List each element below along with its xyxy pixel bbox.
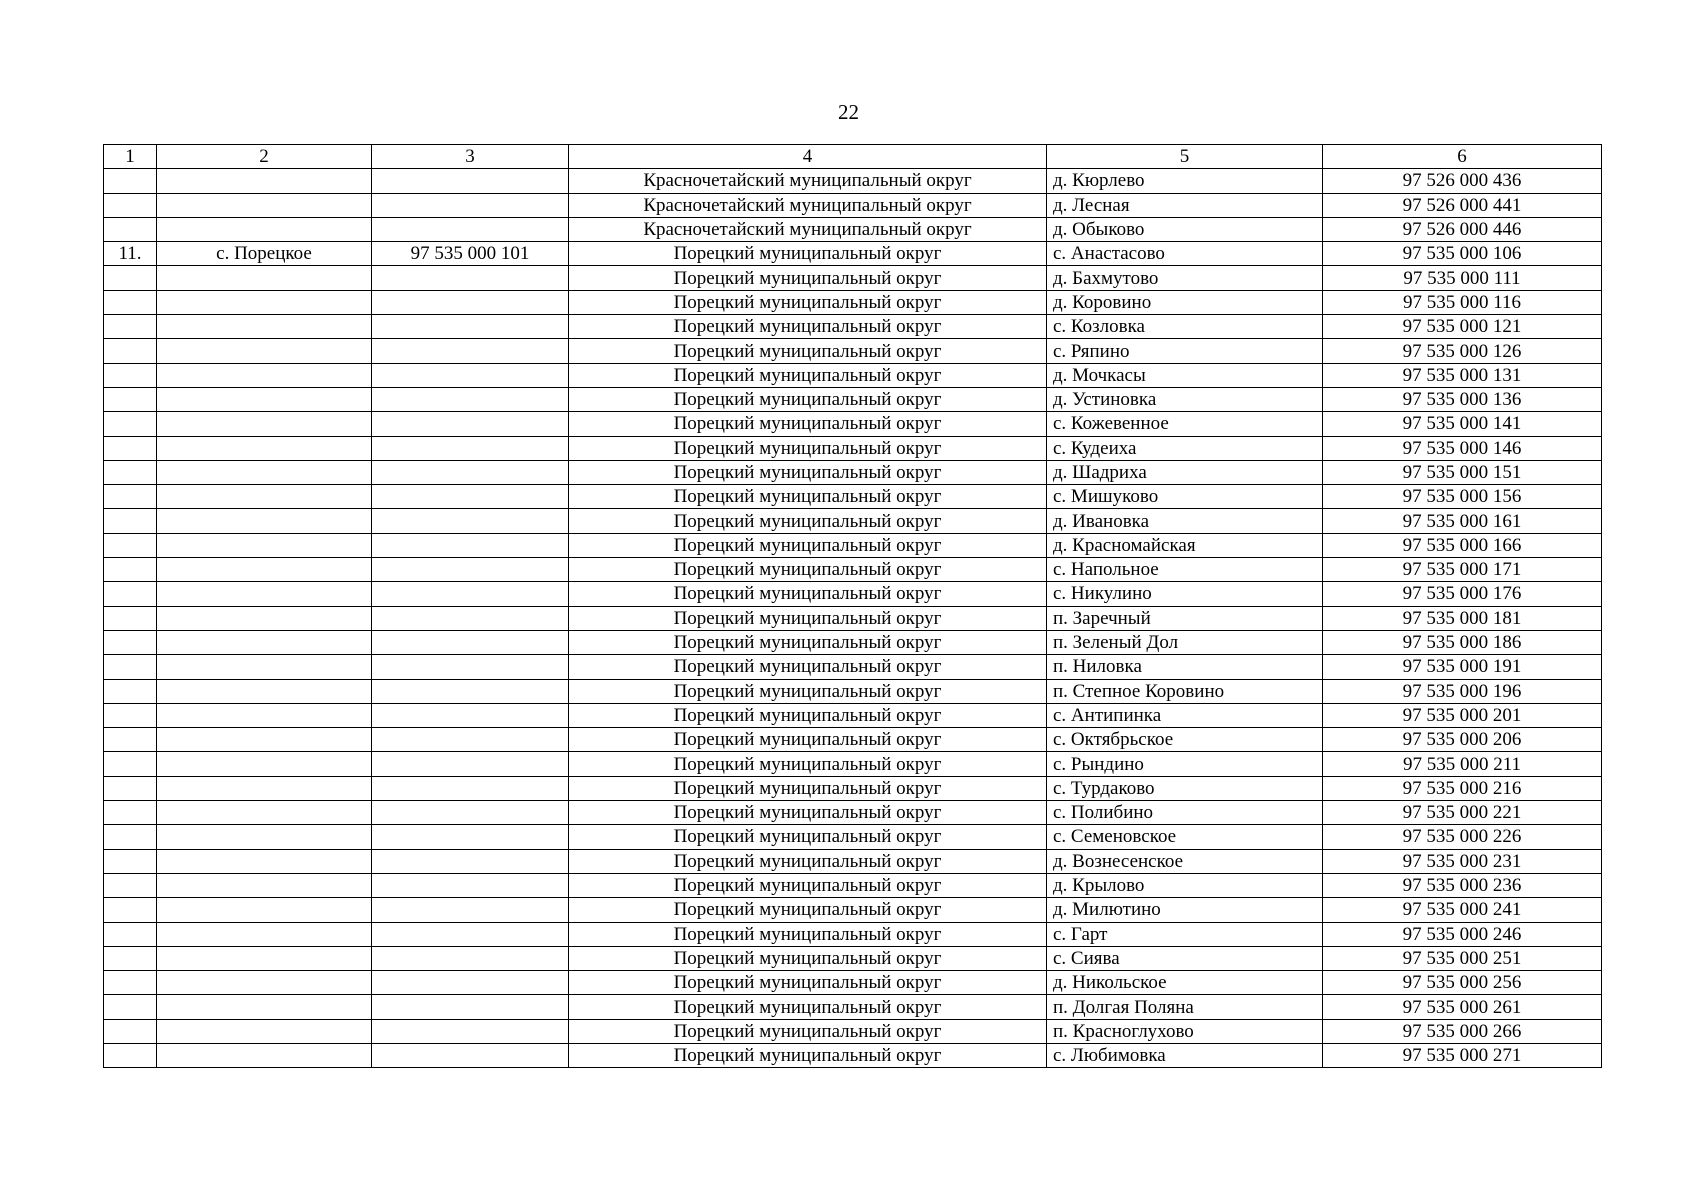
admin-center-code-cell [372, 630, 569, 654]
row-number-cell [104, 485, 157, 509]
district-cell: Порецкий муниципальный округ [569, 898, 1047, 922]
admin-center-cell [157, 703, 372, 727]
admin-center-cell [157, 655, 372, 679]
okato-code-cell: 97 535 000 226 [1323, 825, 1602, 849]
admin-center-code-cell [372, 873, 569, 897]
admin-center-code-cell [372, 606, 569, 630]
table-row [104, 849, 1602, 873]
row-number-cell [104, 825, 157, 849]
district-cell: Порецкий муниципальный округ [569, 679, 1047, 703]
table-row [104, 922, 1602, 946]
admin-center-code-cell [372, 946, 569, 970]
district-cell: Красночетайский муниципальный округ [569, 193, 1047, 217]
settlement-cell: с. Октябрьское [1047, 728, 1323, 752]
okato-code-cell: 97 535 000 191 [1323, 655, 1602, 679]
district-cell: Порецкий муниципальный округ [569, 412, 1047, 436]
admin-center-code-cell [372, 533, 569, 557]
admin-center-code-cell [372, 1019, 569, 1043]
okato-code-cell: 97 535 000 231 [1323, 849, 1602, 873]
settlement-cell: с. Кожевенное [1047, 412, 1323, 436]
row-number-cell [104, 922, 157, 946]
okato-code-cell: 97 535 000 216 [1323, 776, 1602, 800]
settlement-cell: д. Коровино [1047, 290, 1323, 314]
column-header-5: 5 [1047, 145, 1323, 169]
table-row [104, 436, 1602, 460]
district-cell: Порецкий муниципальный округ [569, 242, 1047, 266]
district-cell: Порецкий муниципальный округ [569, 825, 1047, 849]
row-number-cell [104, 971, 157, 995]
okato-code-cell: 97 535 000 196 [1323, 679, 1602, 703]
district-cell: Порецкий муниципальный округ [569, 703, 1047, 727]
admin-center-code-cell [372, 290, 569, 314]
district-cell: Порецкий муниципальный округ [569, 460, 1047, 484]
admin-center-code-cell [372, 363, 569, 387]
table-row [104, 1043, 1602, 1067]
admin-center-code-cell [372, 436, 569, 460]
table-row [104, 412, 1602, 436]
table-row [104, 266, 1602, 290]
district-cell: Порецкий муниципальный округ [569, 849, 1047, 873]
row-number-cell [104, 801, 157, 825]
district-cell: Порецкий муниципальный округ [569, 946, 1047, 970]
row-number-cell [104, 873, 157, 897]
admin-center-code-cell [372, 460, 569, 484]
admin-center-cell [157, 363, 372, 387]
okato-code-cell: 97 535 000 126 [1323, 339, 1602, 363]
row-number-cell [104, 193, 157, 217]
okato-code-cell: 97 535 000 236 [1323, 873, 1602, 897]
admin-center-cell [157, 776, 372, 800]
column-header-3: 3 [372, 145, 569, 169]
admin-center-code-cell [372, 922, 569, 946]
okato-code-cell: 97 535 000 171 [1323, 558, 1602, 582]
admin-center-cell [157, 1019, 372, 1043]
table-row [104, 485, 1602, 509]
table-row [104, 752, 1602, 776]
okato-code-cell: 97 535 000 161 [1323, 509, 1602, 533]
district-cell: Порецкий муниципальный округ [569, 1043, 1047, 1067]
settlement-cell: с. Турдаково [1047, 776, 1323, 800]
settlement-cell: д. Шадриха [1047, 460, 1323, 484]
admin-center-cell [157, 1043, 372, 1067]
admin-center-cell [157, 582, 372, 606]
okato-code-cell: 97 535 000 146 [1323, 436, 1602, 460]
row-number-cell [104, 582, 157, 606]
district-cell: Порецкий муниципальный округ [569, 387, 1047, 411]
admin-center-cell [157, 849, 372, 873]
district-cell: Порецкий муниципальный округ [569, 655, 1047, 679]
okato-code-cell: 97 535 000 201 [1323, 703, 1602, 727]
district-cell: Порецкий муниципальный округ [569, 485, 1047, 509]
page-number: 22 [838, 100, 859, 124]
row-number-cell [104, 217, 157, 241]
row-number-cell [104, 339, 157, 363]
admin-center-cell [157, 873, 372, 897]
settlement-cell: д. Красномайская [1047, 533, 1323, 557]
table-row [104, 387, 1602, 411]
okato-code-cell: 97 535 000 256 [1323, 971, 1602, 995]
okato-code-cell: 97 535 000 131 [1323, 363, 1602, 387]
row-number-cell [104, 703, 157, 727]
row-number-cell [104, 509, 157, 533]
admin-center-code-cell [372, 485, 569, 509]
table-row [104, 898, 1602, 922]
settlement-cell: с. Рындино [1047, 752, 1323, 776]
settlement-cell: с. Напольное [1047, 558, 1323, 582]
admin-center-cell [157, 436, 372, 460]
okato-code-cell: 97 535 000 246 [1323, 922, 1602, 946]
district-cell: Порецкий муниципальный округ [569, 436, 1047, 460]
district-cell: Порецкий муниципальный округ [569, 558, 1047, 582]
table-row [104, 582, 1602, 606]
settlement-cell: д. Лесная [1047, 193, 1323, 217]
admin-center-code-cell [372, 898, 569, 922]
admin-center-code-cell [372, 655, 569, 679]
district-cell: Порецкий муниципальный округ [569, 728, 1047, 752]
admin-center-cell [157, 922, 372, 946]
admin-center-cell [157, 752, 372, 776]
table-row [104, 315, 1602, 339]
admin-center-cell [157, 193, 372, 217]
district-cell: Порецкий муниципальный округ [569, 971, 1047, 995]
table-row [104, 946, 1602, 970]
okato-code-cell: 97 535 000 141 [1323, 412, 1602, 436]
row-number-cell [104, 412, 157, 436]
district-cell: Порецкий муниципальный округ [569, 752, 1047, 776]
admin-center-cell [157, 995, 372, 1019]
admin-center-cell [157, 509, 372, 533]
settlement-cell: д. Устиновка [1047, 387, 1323, 411]
row-number-cell [104, 363, 157, 387]
okato-code-cell: 97 535 000 266 [1323, 1019, 1602, 1043]
settlement-cell: п. Степное Коровино [1047, 679, 1323, 703]
settlement-cell: с. Сиява [1047, 946, 1323, 970]
okato-code-cell: 97 535 000 241 [1323, 898, 1602, 922]
settlement-cell: п. Заречный [1047, 606, 1323, 630]
settlement-cell: с. Полибино [1047, 801, 1323, 825]
settlement-cell: с. Козловка [1047, 315, 1323, 339]
settlement-cell: с. Гарт [1047, 922, 1323, 946]
admin-center-code-cell [372, 679, 569, 703]
admin-center-cell [157, 290, 372, 314]
table-row [104, 1019, 1602, 1043]
district-cell: Красночетайский муниципальный округ [569, 169, 1047, 193]
okato-code-cell: 97 535 000 181 [1323, 606, 1602, 630]
district-cell: Порецкий муниципальный округ [569, 922, 1047, 946]
table-row [104, 460, 1602, 484]
admin-center-code-cell [372, 776, 569, 800]
admin-center-cell [157, 533, 372, 557]
admin-center-code-cell [372, 971, 569, 995]
admin-center-code-cell [372, 752, 569, 776]
district-cell: Порецкий муниципальный округ [569, 533, 1047, 557]
table-row [104, 217, 1602, 241]
table-row [104, 290, 1602, 314]
settlement-cell: д. Вознесенское [1047, 849, 1323, 873]
okato-code-cell: 97 535 000 156 [1323, 485, 1602, 509]
settlement-cell: д. Крылово [1047, 873, 1323, 897]
table-row [104, 995, 1602, 1019]
admin-center-code-cell [372, 193, 569, 217]
okato-code-cell: 97 526 000 441 [1323, 193, 1602, 217]
district-cell: Порецкий муниципальный округ [569, 266, 1047, 290]
okato-code-cell: 97 535 000 211 [1323, 752, 1602, 776]
okato-code-cell: 97 535 000 221 [1323, 801, 1602, 825]
settlement-cell: д. Кюрлево [1047, 169, 1323, 193]
okato-code-cell: 97 535 000 261 [1323, 995, 1602, 1019]
row-number-cell [104, 898, 157, 922]
admin-center-cell: с. Порецкое [157, 242, 372, 266]
settlement-cell: с. Мишуково [1047, 485, 1323, 509]
settlement-cell: д. Милютино [1047, 898, 1323, 922]
okato-code-cell: 97 535 000 116 [1323, 290, 1602, 314]
settlement-cell: д. Обыково [1047, 217, 1323, 241]
admin-center-code-cell [372, 582, 569, 606]
settlement-cell: с. Никулино [1047, 582, 1323, 606]
row-number-cell [104, 315, 157, 339]
okato-code-cell: 97 535 000 271 [1323, 1043, 1602, 1067]
settlement-cell: с. Любимовка [1047, 1043, 1323, 1067]
settlement-cell: с. Семеновское [1047, 825, 1323, 849]
district-cell: Порецкий муниципальный округ [569, 363, 1047, 387]
admin-center-cell [157, 825, 372, 849]
okato-code-cell: 97 535 000 166 [1323, 533, 1602, 557]
okato-code-cell: 97 535 000 251 [1323, 946, 1602, 970]
column-header-2: 2 [157, 145, 372, 169]
admin-center-cell [157, 412, 372, 436]
admin-center-cell [157, 606, 372, 630]
table-body [104, 169, 1602, 1068]
admin-center-cell [157, 315, 372, 339]
okato-code-cell: 97 535 000 121 [1323, 315, 1602, 339]
admin-center-code-cell [372, 315, 569, 339]
admin-center-code-cell [372, 169, 569, 193]
admin-center-cell [157, 217, 372, 241]
district-cell: Порецкий муниципальный округ [569, 995, 1047, 1019]
admin-center-cell [157, 898, 372, 922]
admin-center-code-cell [372, 849, 569, 873]
district-cell: Порецкий муниципальный округ [569, 315, 1047, 339]
admin-center-code-cell [372, 558, 569, 582]
column-header-6: 6 [1323, 145, 1602, 169]
row-number-cell [104, 946, 157, 970]
table-row [104, 193, 1602, 217]
district-cell: Порецкий муниципальный округ [569, 873, 1047, 897]
admin-center-cell [157, 946, 372, 970]
admin-center-cell [157, 339, 372, 363]
row-number-cell [104, 460, 157, 484]
district-cell: Порецкий муниципальный округ [569, 801, 1047, 825]
settlement-cell: д. Никольское [1047, 971, 1323, 995]
table-row [104, 873, 1602, 897]
table-row [104, 533, 1602, 557]
settlement-cell: д. Мочкасы [1047, 363, 1323, 387]
row-number-cell [104, 1019, 157, 1043]
admin-center-code-cell [372, 995, 569, 1019]
row-number-cell: 11. [104, 242, 157, 266]
admin-center-cell [157, 169, 372, 193]
district-cell: Порецкий муниципальный округ [569, 1019, 1047, 1043]
okato-code-cell: 97 526 000 436 [1323, 169, 1602, 193]
row-number-cell [104, 728, 157, 752]
admin-center-cell [157, 971, 372, 995]
column-header-1: 1 [104, 145, 157, 169]
admin-center-cell [157, 266, 372, 290]
row-number-cell [104, 655, 157, 679]
table-row [104, 679, 1602, 703]
settlement-cell: п. Зеленый Дол [1047, 630, 1323, 654]
table-row [104, 971, 1602, 995]
row-number-cell [104, 290, 157, 314]
table-row [104, 558, 1602, 582]
district-cell: Порецкий муниципальный округ [569, 290, 1047, 314]
table-row [104, 655, 1602, 679]
admin-center-code-cell [372, 801, 569, 825]
settlement-cell: п. Красноглухово [1047, 1019, 1323, 1043]
admin-center-cell [157, 558, 372, 582]
okato-code-cell: 97 535 000 186 [1323, 630, 1602, 654]
admin-center-cell [157, 801, 372, 825]
table-row [104, 606, 1602, 630]
table-row [104, 242, 1602, 266]
row-number-cell [104, 387, 157, 411]
settlement-cell: д. Бахмутово [1047, 266, 1323, 290]
district-cell: Порецкий муниципальный округ [569, 776, 1047, 800]
table-header-row [104, 145, 1602, 169]
settlements-table [103, 144, 1602, 1068]
okato-code-cell: 97 535 000 111 [1323, 266, 1602, 290]
row-number-cell [104, 169, 157, 193]
admin-center-cell [157, 728, 372, 752]
table-row [104, 728, 1602, 752]
admin-center-code-cell [372, 266, 569, 290]
table-row [104, 703, 1602, 727]
admin-center-cell [157, 387, 372, 411]
okato-code-cell: 97 526 000 446 [1323, 217, 1602, 241]
row-number-cell [104, 630, 157, 654]
table-row [104, 825, 1602, 849]
table-row [104, 339, 1602, 363]
table-row [104, 630, 1602, 654]
okato-code-cell: 97 535 000 206 [1323, 728, 1602, 752]
district-cell: Порецкий муниципальный округ [569, 606, 1047, 630]
table-row [104, 801, 1602, 825]
row-number-cell [104, 606, 157, 630]
admin-center-code-cell [372, 703, 569, 727]
admin-center-cell [157, 679, 372, 703]
admin-center-code-cell [372, 217, 569, 241]
row-number-cell [104, 995, 157, 1019]
okato-code-cell: 97 535 000 106 [1323, 242, 1602, 266]
admin-center-cell [157, 485, 372, 509]
table-row [104, 363, 1602, 387]
row-number-cell [104, 558, 157, 582]
row-number-cell [104, 776, 157, 800]
row-number-cell [104, 752, 157, 776]
table-row [104, 776, 1602, 800]
table-row [104, 169, 1602, 193]
admin-center-code-cell [372, 825, 569, 849]
admin-center-code-cell [372, 412, 569, 436]
row-number-cell [104, 1043, 157, 1067]
settlement-cell: д. Ивановка [1047, 509, 1323, 533]
settlement-cell: п. Ниловка [1047, 655, 1323, 679]
admin-center-cell [157, 630, 372, 654]
admin-center-code-cell [372, 387, 569, 411]
admin-center-code-cell: 97 535 000 101 [372, 242, 569, 266]
admin-center-code-cell [372, 509, 569, 533]
admin-center-cell [157, 460, 372, 484]
settlement-cell: п. Долгая Поляна [1047, 995, 1323, 1019]
column-header-4: 4 [569, 145, 1047, 169]
admin-center-code-cell [372, 728, 569, 752]
okato-code-cell: 97 535 000 136 [1323, 387, 1602, 411]
admin-center-code-cell [372, 339, 569, 363]
district-cell: Порецкий муниципальный округ [569, 582, 1047, 606]
settlement-cell: с. Ряпино [1047, 339, 1323, 363]
row-number-cell [104, 849, 157, 873]
district-cell: Красночетайский муниципальный округ [569, 217, 1047, 241]
admin-center-code-cell [372, 1043, 569, 1067]
row-number-cell [104, 266, 157, 290]
settlement-cell: с. Анастасово [1047, 242, 1323, 266]
okato-code-cell: 97 535 000 176 [1323, 582, 1602, 606]
settlement-cell: с. Антипинка [1047, 703, 1323, 727]
table-row [104, 509, 1602, 533]
row-number-cell [104, 533, 157, 557]
settlement-cell: с. Кудеиха [1047, 436, 1323, 460]
district-cell: Порецкий муниципальный округ [569, 630, 1047, 654]
district-cell: Порецкий муниципальный округ [569, 339, 1047, 363]
row-number-cell [104, 679, 157, 703]
okato-code-cell: 97 535 000 151 [1323, 460, 1602, 484]
row-number-cell [104, 436, 157, 460]
district-cell: Порецкий муниципальный округ [569, 509, 1047, 533]
